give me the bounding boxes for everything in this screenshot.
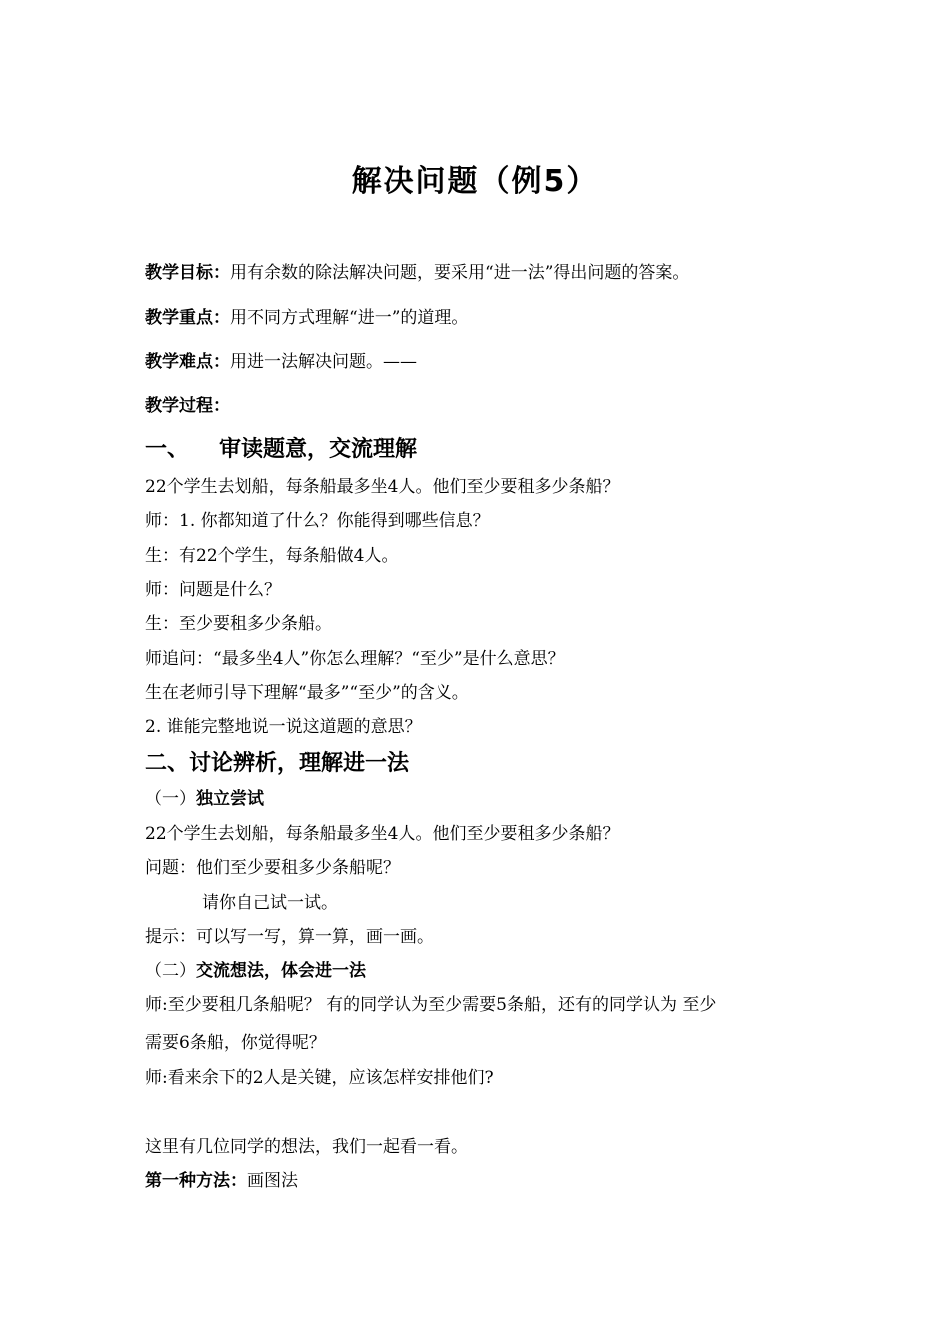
method-1-line bbox=[145, 1170, 298, 1192]
subsection-2-heading bbox=[145, 960, 366, 982]
subsection-2-prefix: （二） bbox=[145, 961, 196, 981]
section-1-line: 生在老师引导下理解“最多”“至少”的含义。 bbox=[145, 683, 469, 703]
key-point-text: 用不同方式理解“进一”的道理。 bbox=[230, 308, 469, 328]
section-1-number: 一、 bbox=[145, 437, 190, 462]
section-1-line: 师追问：“最多坐4人”你怎么理解？“至少”是什么意思？ bbox=[145, 649, 565, 669]
subsection-1-title: 独立尝试 bbox=[196, 789, 264, 809]
section-1-title: 审读题意，交流理解 bbox=[219, 437, 418, 462]
section-1-line: 生：有22个学生，每条船做4人。 bbox=[145, 546, 399, 566]
method-1-label: 第一种方法： bbox=[145, 1171, 247, 1191]
subsection-1-line: 22个学生去划船，每条船最多坐4人。他们至少要租多少条船？ bbox=[145, 824, 620, 844]
key-point-label: 教学重点： bbox=[145, 308, 230, 328]
subsection-1-line: 提示：可以写一写，算一算，画一画。 bbox=[145, 927, 434, 947]
subsection-2-line: 师:至少要租几条船呢？ 有的同学认为至少需要5条船，还有的同学认为 至少 bbox=[145, 995, 717, 1015]
difficulty-text: 用进一法解决问题。—— bbox=[230, 352, 417, 372]
subsection-1-line: 问题：他们至少要租多少条船呢？ bbox=[145, 858, 400, 878]
page-title: 解决问题（例5） bbox=[351, 164, 599, 199]
subsection-1-line: 请你自己试一试。 bbox=[202, 893, 338, 913]
section-1-line: 生：至少要租多少条船。 bbox=[145, 614, 332, 634]
process-label: 教学过程： bbox=[145, 396, 230, 416]
objective-line bbox=[145, 262, 689, 284]
subsection-1-heading bbox=[145, 788, 264, 810]
subsection-2-line: 师:看来余下的2人是关键，应该怎样安排他们? bbox=[145, 1068, 494, 1088]
section-2-heading: 二、讨论辨析，理解进一法 bbox=[145, 751, 410, 776]
subsection-1-prefix: （一） bbox=[145, 789, 196, 809]
difficulty-label: 教学难点： bbox=[145, 352, 230, 372]
subsection-2-line: 这里有几位同学的想法，我们一起看一看。 bbox=[145, 1137, 468, 1157]
subsection-2-line: 需要6条船，你觉得呢？ bbox=[145, 1033, 326, 1053]
objective-text: 用有余数的除法解决问题，要采用“进一法”得出问题的答案。 bbox=[230, 263, 690, 283]
section-1-heading bbox=[145, 436, 417, 464]
key-point-line bbox=[145, 307, 468, 329]
section-1-line: 2. 谁能完整地说一说这道题的意思？ bbox=[145, 717, 422, 737]
section-1-line: 22个学生去划船，每条船最多坐4人。他们至少要租多少条船？ bbox=[145, 477, 620, 497]
subsection-2-title: 交流想法，体会进一法 bbox=[196, 961, 366, 981]
objective-label: 教学目标： bbox=[145, 263, 230, 283]
section-1-line: 师：1. 你都知道了什么？你能得到哪些信息？ bbox=[145, 511, 490, 531]
section-1-line: 师：问题是什么？ bbox=[145, 580, 281, 600]
difficulty-line bbox=[145, 351, 417, 373]
method-1-text: 画图法 bbox=[247, 1171, 298, 1191]
